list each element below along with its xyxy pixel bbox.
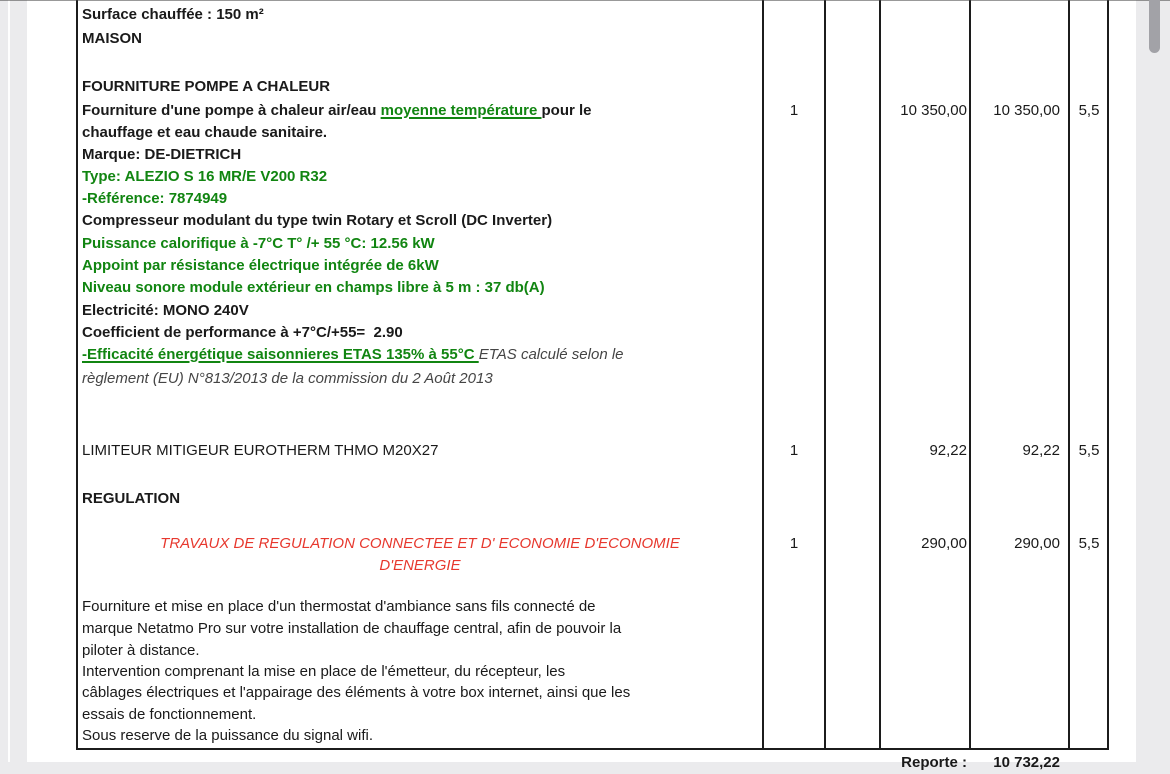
doc-text-segment: piloter à distance. bbox=[82, 642, 200, 659]
doc-line bbox=[82, 661, 758, 683]
doc-text-segment: Type: ALEZIO S 16 MR/E V200 R32 bbox=[82, 168, 328, 185]
doc-text-segment: Fourniture et mise en place d'un thermostat d'ambiance sans fils connecté de bbox=[82, 598, 596, 615]
doc-line bbox=[82, 277, 758, 299]
doc-text-segment: Appoint par résistance électrique intégrée de 6kW bbox=[82, 257, 439, 274]
doc-line bbox=[82, 488, 758, 510]
doc-line bbox=[82, 368, 758, 390]
carry-forward-value: 10 732,22 bbox=[993, 754, 1060, 771]
unit-price-cell: 290,00 bbox=[921, 535, 967, 552]
doc-line bbox=[82, 704, 758, 726]
doc-line bbox=[82, 210, 758, 232]
doc-text-segment: LIMITEUR MITIGEUR EUROTHERM THMO M20X27 bbox=[82, 442, 439, 459]
carry-forward-label: Reporte : bbox=[901, 754, 967, 771]
table-column-border bbox=[969, 0, 971, 749]
unit-price-cell: 10 350,00 bbox=[900, 102, 967, 119]
doc-line bbox=[82, 28, 758, 50]
doc-text-segment: ETAS calculé selon le bbox=[478, 346, 624, 363]
doc-text-segment: moyenne température bbox=[380, 102, 542, 119]
table-border-left bbox=[76, 0, 78, 749]
doc-line bbox=[82, 122, 758, 144]
total-cell: 92,22 bbox=[1022, 442, 1060, 459]
doc-line bbox=[82, 188, 758, 210]
unit-price-cell: 92,22 bbox=[929, 442, 967, 459]
doc-text-segment: Fourniture d'une pompe à chaleur air/eau bbox=[82, 102, 381, 119]
doc-text-segment: essais de fonctionnement. bbox=[82, 706, 257, 723]
qty-cell: 1 bbox=[789, 535, 799, 552]
doc-text-segment: Coefficient de performance à +7°C/+55= 2.90 bbox=[82, 324, 403, 341]
doc-line bbox=[82, 322, 758, 344]
doc-line bbox=[82, 725, 758, 747]
doc-line bbox=[82, 76, 758, 98]
doc-line bbox=[82, 596, 758, 618]
doc-line bbox=[82, 233, 758, 255]
doc-text-segment: Surface chauffée : 150 m² bbox=[82, 6, 264, 23]
table-column-border bbox=[879, 0, 881, 749]
doc-line bbox=[82, 100, 758, 122]
table-column-border bbox=[762, 0, 764, 749]
doc-line bbox=[82, 144, 758, 166]
doc-text-segment: MAISON bbox=[82, 30, 142, 47]
doc-text-segment: Intervention comprenant la mise en place de l'émetteur, du récepteur, les bbox=[82, 663, 566, 680]
table-column-border bbox=[824, 0, 826, 749]
doc-line bbox=[77, 555, 763, 577]
total-cell: 10 350,00 bbox=[993, 102, 1060, 119]
doc-text-segment: TRAVAUX DE REGULATION CONNECTEE ET D' ECONOMIE D'ECONOMIE bbox=[160, 535, 680, 552]
qty-cell: 1 bbox=[789, 102, 799, 119]
doc-text-segment: Compresseur modulant du type twin Rotary et Scroll (DC Inverter) bbox=[82, 212, 553, 229]
doc-text-segment: Marque: DE-DIETRICH bbox=[82, 146, 242, 163]
vat-cell: 5,5 bbox=[1078, 535, 1100, 552]
table-border-right bbox=[1107, 0, 1109, 749]
vat-cell: 5,5 bbox=[1078, 102, 1100, 119]
doc-text-segment: Puissance calorifique à -7°C T° /+ 55 °C: 12.56 kW bbox=[82, 235, 435, 252]
doc-line bbox=[82, 440, 758, 462]
scrollbar-thumb[interactable] bbox=[1149, 0, 1160, 53]
doc-text-segment: Sous reserve de la puissance du signal wifi. bbox=[82, 727, 373, 744]
qty-cell: 1 bbox=[789, 442, 799, 459]
doc-text-segment: règlement (EU) N°813/2013 de la commission du 2 Août 2013 bbox=[82, 370, 493, 387]
doc-line bbox=[82, 682, 758, 704]
doc-text-segment: -Référence: 7874949 bbox=[82, 190, 228, 207]
window-top-edge bbox=[0, 0, 1170, 1]
table-column-border bbox=[1068, 0, 1070, 749]
doc-text-segment: -Efficacité énergétique saisonnieres ETAS 135% à 55°C bbox=[82, 346, 479, 363]
doc-text-segment: pour le bbox=[541, 102, 592, 119]
doc-line bbox=[82, 344, 758, 366]
doc-text-segment: Electricité: MONO 240V bbox=[82, 302, 249, 319]
vat-cell: 5,5 bbox=[1078, 442, 1100, 459]
total-cell: 290,00 bbox=[1014, 535, 1060, 552]
doc-line bbox=[77, 533, 763, 555]
doc-text-segment: chauffage et eau chaude sanitaire. bbox=[82, 124, 328, 141]
doc-text-segment: FOURNITURE POMPE A CHALEUR bbox=[82, 78, 331, 95]
doc-text-segment: Niveau sonore module extérieur en champs libre à 5 m : 37 db(A) bbox=[82, 279, 545, 296]
left-gutter-divider bbox=[8, 0, 10, 762]
table-border-bottom bbox=[76, 748, 1109, 750]
doc-line bbox=[82, 618, 758, 640]
doc-line bbox=[82, 300, 758, 322]
doc-text-segment: REGULATION bbox=[82, 490, 181, 507]
doc-text-segment: câblages électriques et l'appairage des éléments à votre box internet, ainsi que les bbox=[82, 684, 631, 701]
doc-line bbox=[82, 255, 758, 277]
doc-text-segment: D'ENERGIE bbox=[379, 557, 461, 574]
doc-line bbox=[82, 640, 758, 662]
doc-line bbox=[82, 4, 758, 26]
doc-line bbox=[82, 166, 758, 188]
doc-text-segment: marque Netatmo Pro sur votre installation de chauffage central, afin de pouvoir la bbox=[82, 620, 622, 637]
